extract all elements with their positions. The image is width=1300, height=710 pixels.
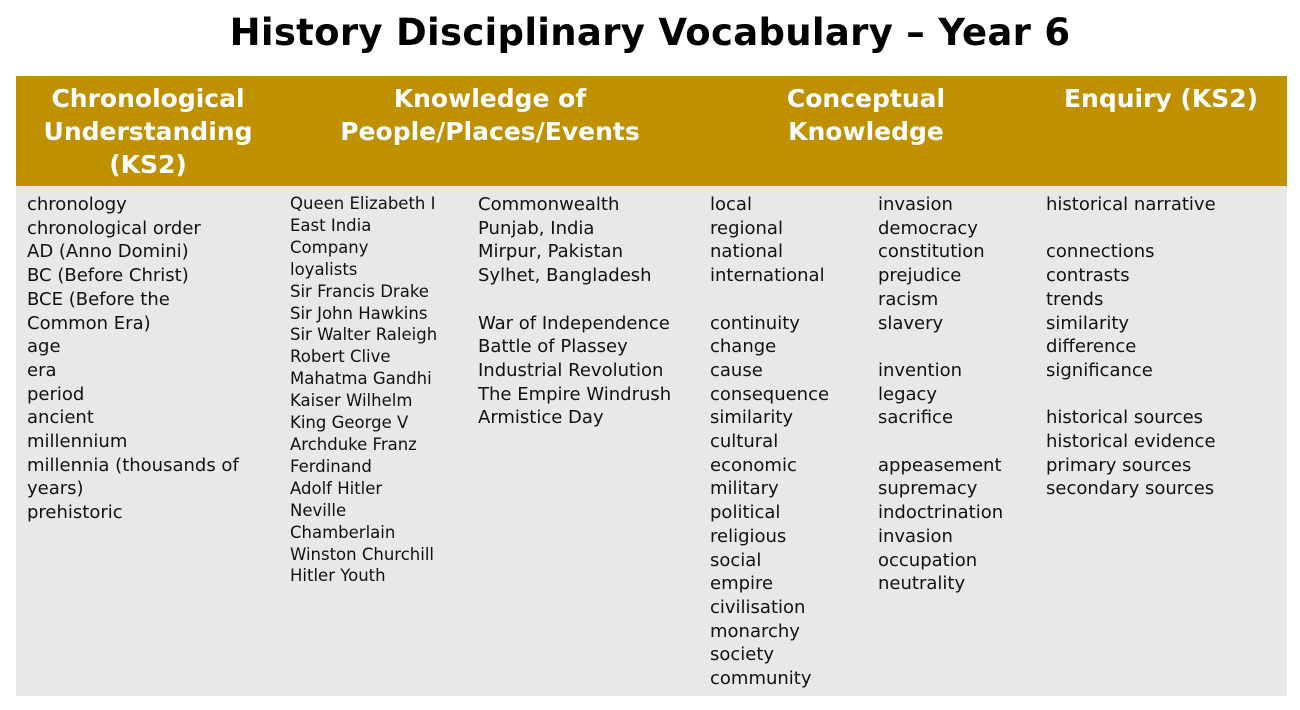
vocabulary-term: change (710, 336, 777, 358)
vocabulary-term: empire (710, 573, 774, 595)
header-line: People/Places/Events (340, 117, 640, 146)
vocabulary-term: neutrality (878, 573, 966, 595)
vocabulary-term: international (710, 265, 825, 287)
vocabulary-term: consequence (710, 383, 830, 405)
vocabulary-term: invasion (878, 525, 953, 547)
vocabulary-term: Sir John Hawkins (290, 303, 428, 323)
vocabulary-term: secondary sources (1046, 478, 1215, 500)
header-bar (16, 76, 1287, 186)
vocabulary-term: similarity (1046, 312, 1130, 334)
vocabulary-term: Mahatma Gandhi (290, 369, 432, 389)
vocabulary-term: Neville (290, 500, 347, 520)
vocabulary-term: occupation (878, 549, 978, 571)
header-conceptual-knowledge (746, 82, 986, 148)
header-knowledge-people-places-events (290, 82, 690, 148)
vocabulary-term: years) (27, 478, 84, 500)
vocabulary-term: AD (Anno Domini) (27, 241, 189, 263)
vocabulary-term: national (710, 241, 783, 263)
vocabulary-term: civilisation (710, 596, 806, 618)
vocabulary-term: slavery (878, 312, 944, 334)
vocabulary-term: community (710, 668, 812, 690)
vocabulary-term: millennia (thousands of (27, 454, 239, 476)
vocabulary-term: Ferdinand (290, 456, 372, 476)
vocabulary-term: religious (710, 525, 787, 547)
vocabulary-term: Company (290, 237, 369, 257)
column-conceptual-1 (710, 193, 829, 691)
vocabulary-term: sacrifice (878, 407, 954, 429)
vocabulary-term: continuity (710, 312, 800, 334)
vocabulary-term: supremacy (878, 478, 978, 500)
vocabulary-term: Commonwealth (478, 194, 620, 215)
column-people (290, 193, 437, 587)
vocabulary-term: society (710, 644, 775, 666)
group-spacer (710, 288, 829, 312)
vocabulary-term: BCE (Before the (27, 288, 170, 310)
vocabulary-term: Sylhet, Bangladesh (478, 265, 652, 287)
vocabulary-term: Sir Francis Drake (290, 281, 429, 301)
group-spacer (878, 335, 1003, 359)
vocabulary-term: difference (1046, 336, 1137, 358)
vocabulary-term: Mirpur, Pakistan (478, 241, 623, 263)
header-line: Chronological (51, 84, 245, 113)
vocabulary-table-body (16, 186, 1287, 696)
page-title: History Disciplinary Vocabulary – Year 6 (229, 11, 1071, 54)
column-chronological (27, 193, 239, 525)
group-spacer (878, 430, 1003, 454)
vocabulary-term: era (27, 359, 57, 381)
vocabulary-term: Kaiser Wilhelm (290, 391, 413, 411)
vocabulary-term: legacy (878, 383, 938, 405)
vocabulary-term: millennium (27, 431, 128, 453)
vocabulary-term: East India (290, 215, 372, 235)
vocabulary-term: Sir Walter Raleigh (290, 325, 438, 345)
vocabulary-term: connections (1046, 241, 1155, 263)
header-line: Conceptual (786, 84, 946, 113)
vocabulary-term: ancient (27, 407, 94, 429)
vocabulary-term: local (710, 194, 752, 215)
header-enquiry (1046, 82, 1276, 115)
vocabulary-term: Winston Churchill (290, 544, 434, 564)
vocabulary-term: Punjab, India (478, 217, 595, 239)
vocabulary-term: Battle of Plassey (478, 336, 628, 358)
vocabulary-term: King George V (290, 413, 409, 433)
vocabulary-term: age (27, 336, 61, 358)
group-spacer (478, 288, 671, 312)
vocabulary-term: Archduke Franz (290, 434, 417, 454)
vocabulary-term: similarity (710, 407, 794, 429)
vocabulary-term: social (710, 549, 762, 571)
vocabulary-term: historical evidence (1046, 431, 1216, 453)
vocabulary-term: cultural (710, 431, 779, 453)
vocabulary-term: constitution (878, 241, 985, 263)
vocabulary-term: chronological order (27, 217, 201, 239)
header-line: Enquiry (KS2) (1063, 84, 1259, 113)
vocabulary-term: The Empire Windrush (478, 383, 672, 405)
group-spacer (1046, 383, 1216, 407)
vocabulary-term: War of Independence (478, 312, 670, 334)
vocabulary-term: military (710, 478, 779, 500)
header-line: (KS2) (109, 150, 187, 179)
column-places-events (478, 193, 671, 430)
vocabulary-term: Chamberlain (290, 522, 396, 542)
header-line: Understanding (43, 117, 253, 146)
header-chronological-understanding (16, 82, 280, 181)
vocabulary-term: Common Era) (27, 312, 151, 334)
vocabulary-term: historical narrative (1046, 194, 1216, 215)
vocabulary-term: Adolf Hitler (290, 478, 383, 498)
vocabulary-term: racism (878, 288, 939, 310)
vocabulary-term: contrasts (1046, 265, 1130, 287)
vocabulary-term: political (710, 502, 781, 524)
vocabulary-term: trends (1046, 288, 1104, 310)
vocabulary-term: invention (878, 359, 963, 381)
column-enquiry (1046, 193, 1216, 501)
vocabulary-term: significance (1046, 359, 1153, 381)
vocabulary-term: historical sources (1046, 407, 1204, 429)
vocabulary-term: Hitler Youth (290, 566, 386, 586)
vocabulary-term: prejudice (878, 265, 962, 287)
vocabulary-term: Robert Clive (290, 347, 391, 367)
vocabulary-term: monarchy (710, 620, 800, 642)
vocabulary-term: regional (710, 217, 783, 239)
header-line: Knowledge (788, 117, 944, 146)
vocabulary-term: democracy (878, 217, 978, 239)
vocabulary-term: Industrial Revolution (478, 359, 664, 381)
vocabulary-term: indoctrination (878, 502, 1004, 524)
vocabulary-term: BC (Before Christ) (27, 265, 189, 287)
header-line: Knowledge of (393, 84, 587, 113)
column-conceptual-2 (878, 193, 1003, 596)
vocabulary-term: period (27, 383, 85, 405)
group-spacer (1046, 217, 1216, 241)
vocabulary-term: cause (710, 359, 763, 381)
vocabulary-term: invasion (878, 194, 953, 215)
vocabulary-term: Queen Elizabeth I (290, 194, 436, 213)
vocabulary-term: primary sources (1046, 454, 1192, 476)
vocabulary-term: loyalists (290, 259, 358, 279)
vocabulary-term: economic (710, 454, 797, 476)
vocabulary-term: Armistice Day (478, 407, 604, 429)
vocabulary-term: appeasement (878, 454, 1002, 476)
vocabulary-term: chronology (27, 194, 127, 215)
vocabulary-term: prehistoric (27, 502, 123, 524)
